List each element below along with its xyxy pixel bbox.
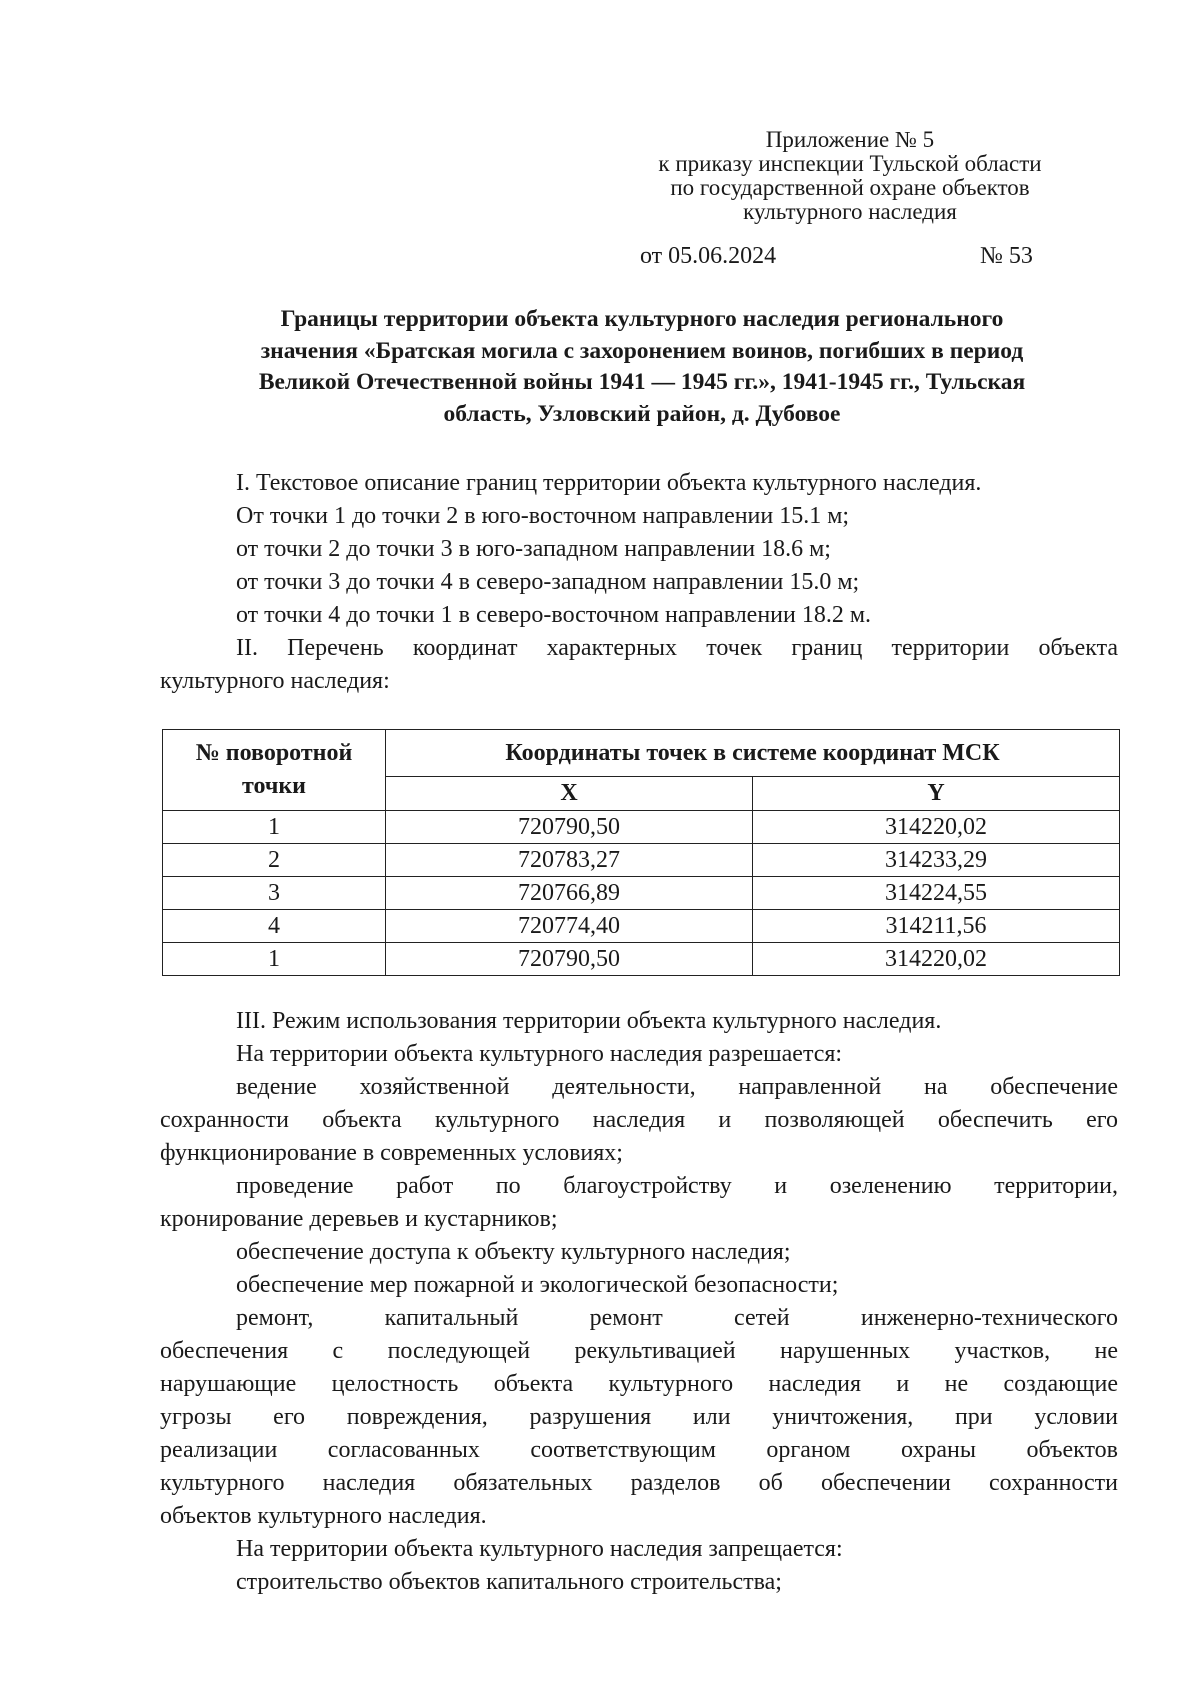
appendix-line: к приказу инспекции Тульской области (658, 151, 1042, 176)
section1-heading: I. Текстовое описание границ территории объекта культурного наследия. (236, 470, 982, 496)
cell-point: 3 (163, 877, 386, 910)
allowed-item-cont: реализации согласованных соответствующим органом охраны объектов (160, 1437, 1118, 1463)
section3-heading: III. Режим использования территории объекта культурного наследия. (236, 1008, 942, 1034)
table-row (163, 910, 1120, 943)
allowed-item-cont: обеспечения с последующей рекультивацией нарушенных участков, не (160, 1338, 1118, 1364)
table-row (163, 844, 1120, 877)
appendix-header (600, 128, 1100, 224)
cell-point: 2 (163, 844, 386, 877)
order-number: № 53 (980, 243, 1033, 269)
boundary-line: от точки 3 до точки 4 в северо-западном направлении 15.0 м; (236, 569, 860, 595)
allowed-item-cont: объектов культурного наследия. (160, 1503, 487, 1529)
boundary-line: От точки 1 до точки 2 в юго-восточном направлении 15.1 м; (236, 503, 850, 529)
title-line: Границы территории объекта культурного наследия регионального (280, 306, 1004, 332)
cell-x: 720783,27 (386, 844, 753, 877)
allowed-item: ремонт, капитальный ремонт сетей инженерно-технического (236, 1305, 1118, 1331)
document-title (160, 304, 1124, 430)
allowed-item: обеспечение мер пожарной и экологической безопасности; (236, 1272, 839, 1298)
table-row (163, 943, 1120, 976)
allowed-item-cont: культурного наследия обязательных разделов об обеспечении сохранности (160, 1470, 1118, 1496)
allowed-item-cont: функционирование в современных условиях; (160, 1140, 623, 1166)
title-line: Великой Отечественной войны 1941 — 1945 гг.», 1941-1945 гг., Тульская (258, 369, 1026, 395)
table-row (163, 811, 1120, 844)
cell-x: 720766,89 (386, 877, 753, 910)
forbidden-item: строительство объектов капитального строительства; (236, 1569, 782, 1595)
cell-point: 4 (163, 910, 386, 943)
allowed-item: проведение работ по благоустройству и озеленению территории, (236, 1173, 1118, 1199)
cell-y: 314211,56 (753, 910, 1120, 943)
appendix-number: Приложение № 5 (765, 127, 935, 152)
appendix-line: по государственной охране объектов (670, 175, 1030, 200)
col-point-header: № поворотной точки (163, 730, 386, 811)
allowed-item-cont: нарушающие целостность объекта культурного наследия и не создающие (160, 1371, 1118, 1397)
cell-y: 314220,02 (753, 811, 1120, 844)
cell-y: 314224,55 (753, 877, 1120, 910)
col-x-header: X (386, 776, 753, 810)
section2-heading: II. Перечень координат характерных точек границ территории объекта (236, 635, 1118, 661)
cell-point: 1 (163, 811, 386, 844)
section2-heading-cont: культурного наследия: (160, 668, 390, 694)
allowed-item: обеспечение доступа к объекту культурного наследия; (236, 1239, 791, 1265)
coordinates-table (162, 729, 1120, 976)
cell-x: 720774,40 (386, 910, 753, 943)
title-line: значения «Братская могила с захоронением воинов, погибших в период (260, 337, 1024, 364)
boundary-line: от точки 2 до точки 3 в юго-западном направлении 18.6 м; (236, 536, 831, 562)
cell-x: 720790,50 (386, 811, 753, 844)
allowed-intro: На территории объекта культурного наследия разрешается: (236, 1041, 843, 1067)
allowed-item-cont: угрозы его повреждения, разрушения или уничтожения, при условии (160, 1404, 1118, 1430)
cell-y: 314220,02 (753, 943, 1120, 976)
col-y-header: Y (753, 776, 1120, 810)
allowed-item: ведение хозяйственной деятельности, направленной на обеспечение (236, 1074, 1118, 1100)
allowed-item-cont: сохранности объекта культурного наследия и позволяющей обеспечить его (160, 1107, 1118, 1133)
allowed-item-cont: кронирование деревьев и кустарников; (160, 1206, 558, 1232)
title-line: область, Узловский район, д. Дубовое (443, 400, 841, 427)
table-row (163, 877, 1120, 910)
boundary-line: от точки 4 до точки 1 в северо-восточном направлении 18.2 м. (236, 602, 872, 628)
appendix-line: культурного наследия (743, 199, 957, 224)
order-date: от 05.06.2024 (640, 243, 777, 269)
cell-y: 314233,29 (753, 844, 1120, 877)
cell-x: 720790,50 (386, 943, 753, 976)
col-coords-header: Координаты точек в системе координат МСК (386, 730, 1120, 777)
forbidden-intro: На территории объекта культурного наследия запрещается: (236, 1536, 843, 1562)
cell-point: 1 (163, 943, 386, 976)
